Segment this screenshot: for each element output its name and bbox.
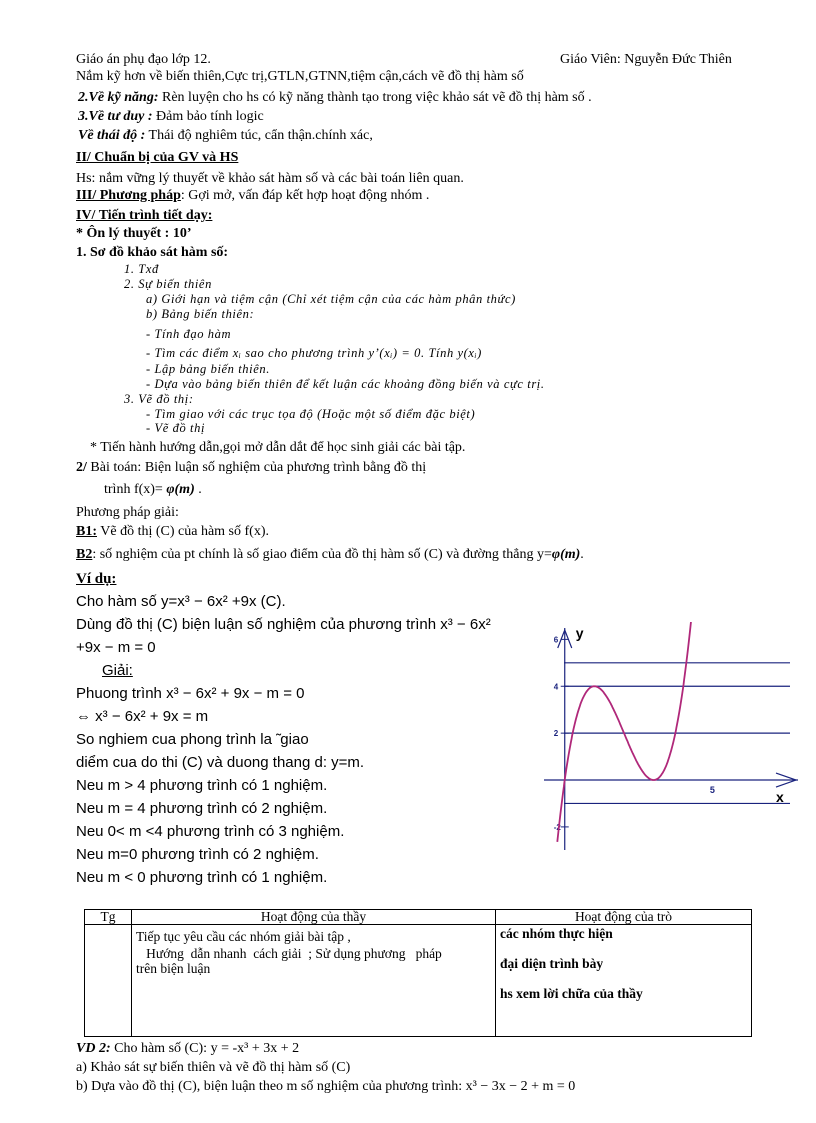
phi-symbol: φ(m) (551, 547, 581, 562)
outline-item: - Vẽ đồ thị (146, 421, 206, 435)
outline-item: 2. Sự biến thiên (124, 277, 212, 291)
solution-line: Neu m < 0 phương trình có 1 nghiệm. (76, 869, 328, 886)
section2-number: 2/ (76, 460, 87, 475)
thinking-text: Đảm bảo tính logic (152, 109, 264, 124)
outline-item: - Lập bảng biến thiên. (146, 362, 270, 376)
solution-line: Neu m > 4 phương trình có 1 nghiệm. (76, 777, 328, 794)
solution-line: diểm cua do thi (C) và duong thang d: y=m. (76, 754, 365, 771)
teacher-activity: Hướng dẫn nhanh cách giải ; Sử dụng phương pháp (136, 946, 442, 961)
teacher-cell (132, 925, 496, 1037)
phi-symbol: φ(m) (166, 482, 195, 497)
teacher-activity: trên biện luận (136, 961, 211, 976)
b2-text: : số nghiệm của pt chính là số giao điểm của đồ thị hàm số (C) và đường thẳng y= (92, 547, 552, 562)
prep-text: Hs: nắm vững lý thuyết về khảo sát hàm số và các bài toán liên quan. (76, 171, 464, 186)
solution-line: Neu m=0 phương trình có 2 nghiệm. (76, 846, 319, 863)
thinking-label: 3.Về tư duy : (78, 109, 153, 124)
header-right: Giáo Viên: Nguyễn Đức Thiên (560, 52, 732, 67)
outline-item: b) Bảng biến thiên: (146, 307, 255, 321)
outline-item: 1. Txđ (124, 262, 159, 276)
table-row (85, 925, 752, 1037)
vd2-part-a: a) Khảo sát sự biến thiên và vẽ đồ thị hàm số (C) (76, 1060, 351, 1075)
tick-label: 2 (553, 729, 559, 739)
outline-item: - Dựa vào bảng biến thiên để kết luận các khoảng đồng biến và cực trị. (146, 377, 545, 391)
outline-item: - Tìm các điểm xᵢ sao cho phương trình y’(xᵢ) = 0. Tính y(xᵢ) (146, 346, 482, 360)
skill-text: Rèn luyện cho hs có kỹ năng thành tạo trong việc khảo sát vẽ đồ thị hàm số . (158, 90, 592, 105)
section1-title: 1. Sơ đồ khảo sát hàm số: (76, 245, 229, 260)
method-label: III/ Phương pháp (76, 188, 181, 203)
attitude-label: Về thái độ : (78, 128, 146, 143)
section2-title (76, 460, 426, 476)
solution-line: So nghiem cua phong trình la ̃ giao (76, 731, 309, 748)
vd2-label: VD 2: (76, 1041, 111, 1056)
table-header: Tg (85, 910, 132, 925)
tick-label: 5 (709, 785, 715, 796)
example-line: Dùng đồ thị (C) biện luận số nghiệm của phương trình x³ − 6x² (76, 616, 491, 633)
section2-text: Bài toán: Biện luận số nghiệm của phương trình bằng đồ thị (86, 460, 427, 475)
activity-table (84, 909, 752, 1037)
x-axis-label: x (776, 789, 784, 806)
teacher-activity: Tiếp tục yêu cầu các nhóm giải bài tập , (136, 929, 351, 944)
solution-label: Giải: (102, 662, 133, 679)
process-heading: IV/ Tiến trình tiết dạy: (76, 208, 213, 223)
solution-line: Phuong trình x³ − 6x² + 9x − m = 0 (76, 685, 305, 702)
attitude-objective (78, 128, 373, 144)
solution-line: Neu m = 4 phương trình có 2 nghiệm. (76, 800, 328, 817)
section1-note: * Tiến hành hướng dẫn,gọi mở dẫn dắt để học sinh giải các bài tập. (90, 440, 466, 455)
b1-label: B1: (76, 524, 97, 539)
student-activity: hs xem lời chữa của thầy (500, 986, 643, 1001)
vd2-title (76, 1041, 299, 1057)
equation-suffix: . (194, 482, 202, 497)
outline-item: - Tính đạo hàm (146, 327, 232, 341)
method-title: Phương pháp giải: (76, 505, 179, 520)
skill-objective (78, 90, 592, 106)
function-graph (540, 622, 800, 852)
table-header-row (85, 910, 752, 925)
header-left: Giáo án phụ đạo lớp 12. (76, 52, 211, 67)
table-header: Hoạt động của thầy (132, 910, 496, 925)
tick-label: 4 (553, 682, 559, 692)
skill-label: 2.Về kỹ năng: (78, 90, 159, 105)
outline-item: - Tìm giao với các trục tọa độ (Hoặc một số điểm đặc biệt) (146, 407, 476, 421)
table-header: Hoạt động của trò (496, 910, 752, 925)
student-activity: đại diện trình bày (500, 956, 604, 971)
vd2-text: Cho hàm số (C): y = -x³ + 3x + 2 (110, 1041, 300, 1056)
outline-item: a) Giới hạn và tiệm cận (Chỉ xét tiệm cận của các hàm phân thức) (146, 292, 516, 306)
solution-line: ⇔ x³ − 6x² + 9x = m (76, 708, 209, 725)
equation-prefix: trình f(x)= (104, 482, 167, 497)
example-line: +9x − m = 0 (76, 639, 156, 656)
example-line: Cho hàm số y=x³ − 6x² +9x (C). (76, 593, 286, 610)
tick-label: 6 (553, 635, 559, 645)
student-cell (496, 925, 752, 1037)
method-text: : Gợi mở, vấn đáp kết hợp hoạt động nhóm . (180, 188, 430, 203)
student-activity: các nhóm thực hiện (500, 926, 613, 941)
outline-item: 3. Vẽ đồ thị: (124, 392, 194, 406)
b2-label: B2 (76, 547, 93, 562)
method-line (76, 188, 429, 204)
vd2-part-b: b) Dựa vào đồ thị (C), biện luận theo m số nghiệm của phương trình: x³ − 3x − 2 + m = 0 (76, 1079, 576, 1094)
knowledge-objective: Nắm kỹ hơn về biến thiên,Cực trị,GTLN,GTNN,tiệm cận,cách vẽ đồ thị hàm số (76, 69, 524, 84)
thinking-objective (78, 109, 264, 125)
function-curve (557, 622, 692, 842)
step-b1 (76, 524, 269, 540)
example-label: Ví dụ: (76, 571, 117, 587)
section2-equation (104, 482, 202, 498)
tick-label: -2 (553, 822, 561, 832)
solution-line: Neu 0< m <4 phương trình có 3 nghiệm. (76, 823, 345, 840)
review-heading: * Ôn lý thuyết : 10’ (76, 226, 192, 241)
y-axis-label: y (575, 625, 584, 641)
b2-end: . (580, 547, 584, 562)
time-cell (85, 925, 132, 1037)
prep-heading: II/ Chuẩn bị của GV và HS (76, 150, 239, 165)
attitude-text: Thái độ nghiêm túc, cẩn thận.chính xác, (145, 128, 373, 143)
step-b2 (76, 547, 584, 563)
b1-text: Vẽ đồ thị (C) của hàm số f(x). (97, 524, 269, 539)
